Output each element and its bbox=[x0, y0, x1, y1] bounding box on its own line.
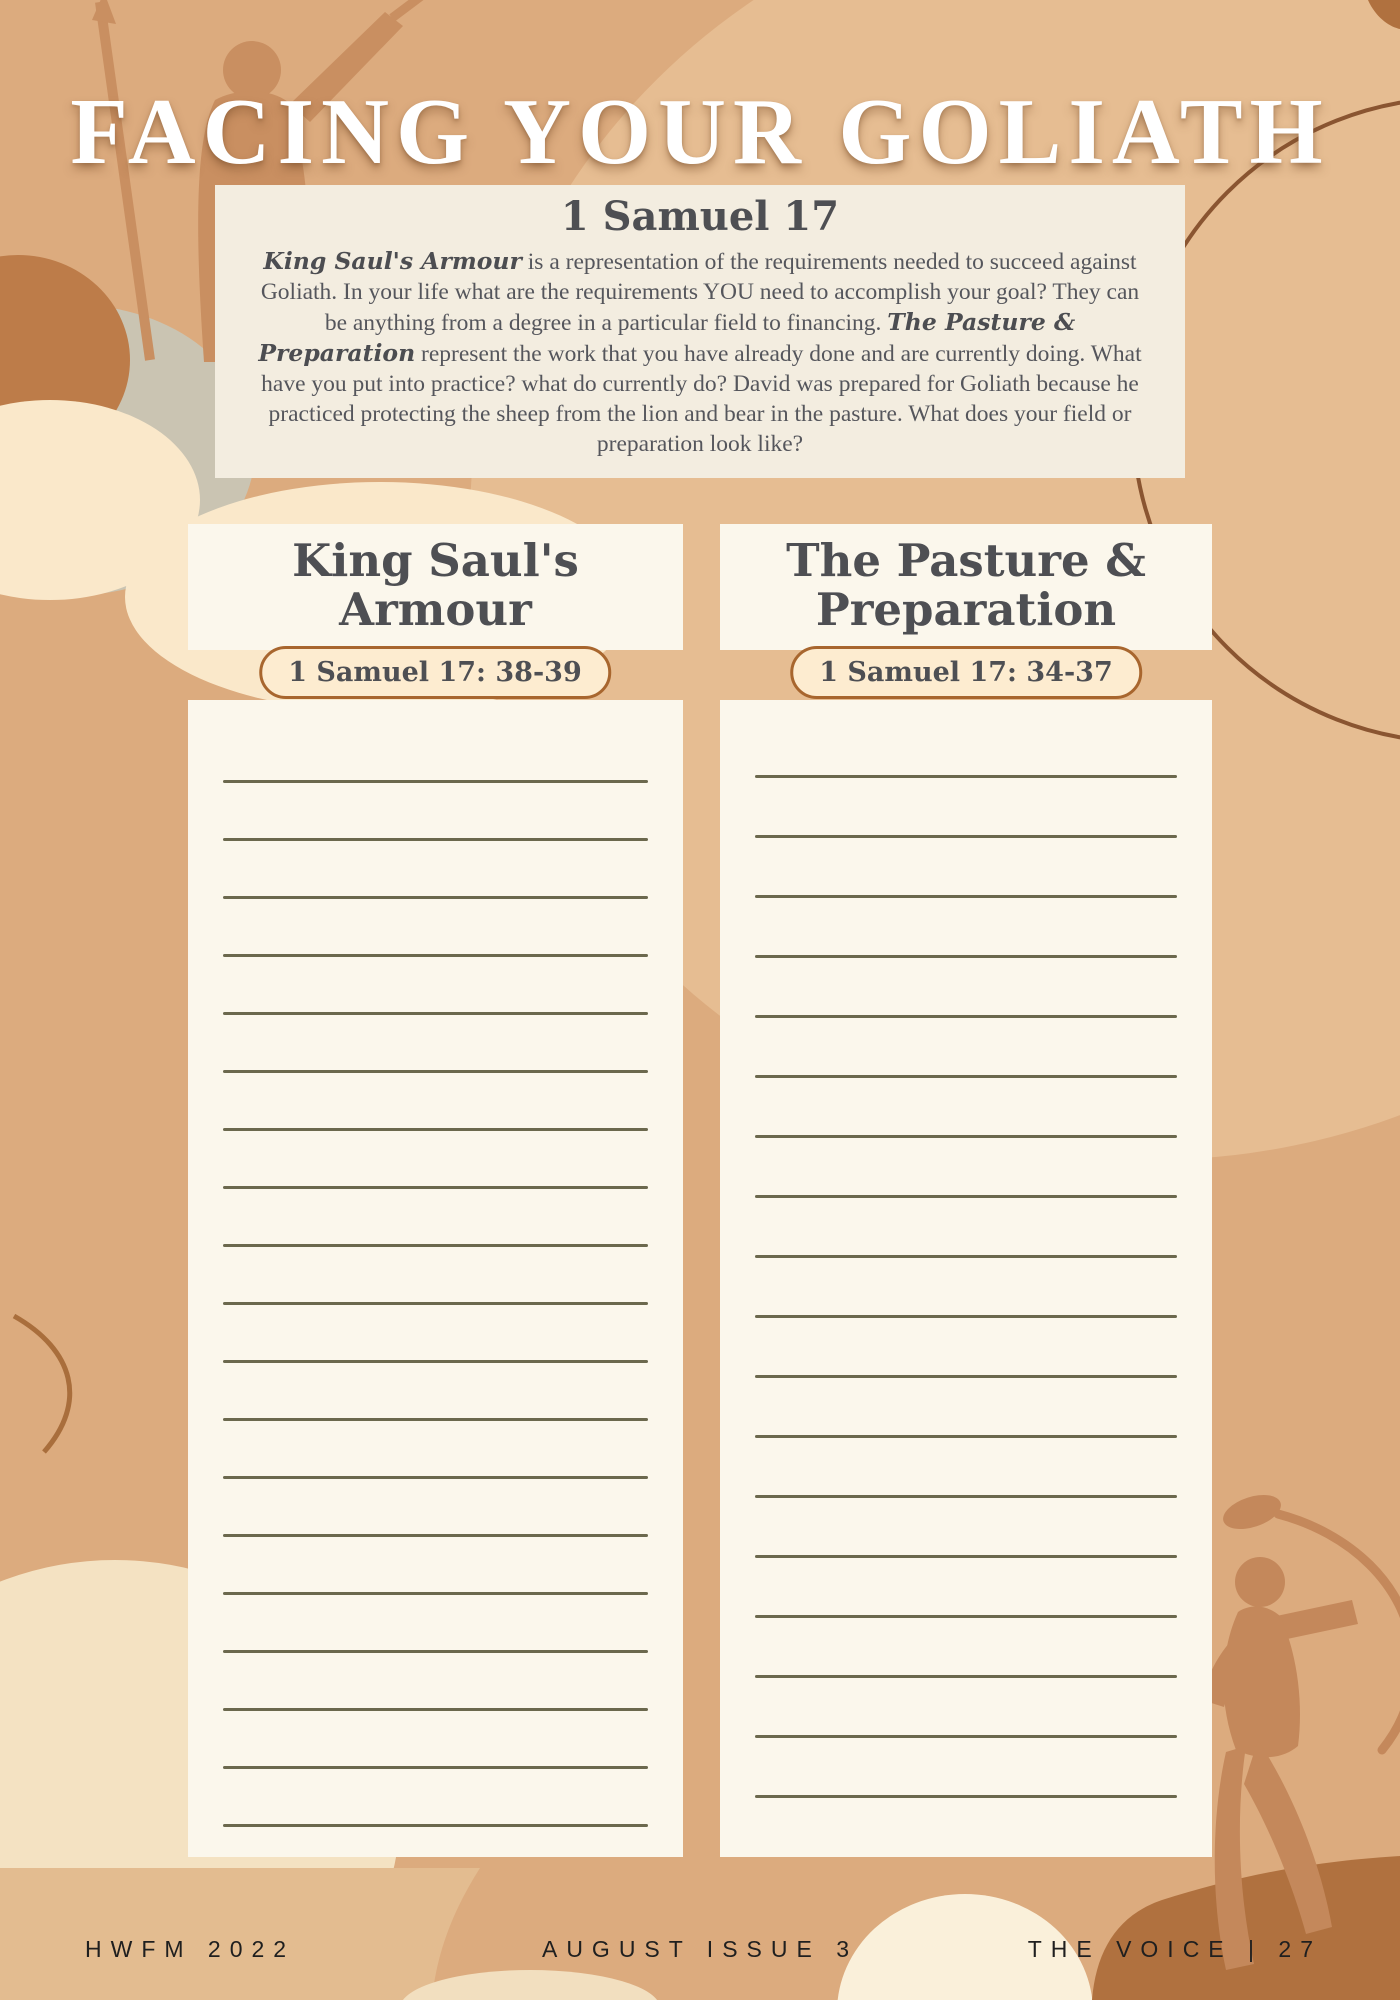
ruled-line bbox=[755, 835, 1177, 838]
right-writing-area bbox=[720, 700, 1212, 1857]
ruled-line bbox=[223, 1766, 648, 1769]
david-head bbox=[1235, 1557, 1285, 1607]
footer-brand: HWFM 2022 bbox=[85, 1936, 296, 1962]
ruled-line bbox=[755, 1435, 1177, 1438]
ruled-line bbox=[755, 1195, 1177, 1198]
ruled-line bbox=[755, 1315, 1177, 1318]
ruled-line bbox=[755, 1555, 1177, 1558]
intro-heading: 1 Samuel 17 bbox=[560, 193, 840, 240]
ruled-line bbox=[223, 1012, 648, 1015]
page-title: FACING YOUR GOLIATH bbox=[70, 80, 1330, 184]
left-column-header bbox=[188, 524, 683, 650]
ruled-line bbox=[223, 780, 648, 783]
ruled-line bbox=[755, 1615, 1177, 1618]
ruled-line bbox=[223, 1186, 648, 1189]
ruled-line bbox=[223, 1360, 648, 1363]
curve-accent bbox=[14, 1316, 70, 1452]
ruled-line bbox=[223, 954, 648, 957]
ruled-line bbox=[223, 1708, 648, 1711]
ruled-line bbox=[755, 1015, 1177, 1018]
ruled-line bbox=[755, 1675, 1177, 1678]
footer bbox=[0, 1936, 1400, 1976]
ruled-line bbox=[223, 1650, 648, 1653]
right-verse-badge: 1 Samuel 17: 34-37 bbox=[790, 646, 1142, 699]
ruled-line bbox=[755, 895, 1177, 898]
ruled-line bbox=[755, 1135, 1177, 1138]
ruled-line bbox=[223, 1128, 648, 1131]
ruled-line bbox=[755, 1375, 1177, 1378]
ruled-line bbox=[223, 838, 648, 841]
ruled-line bbox=[755, 775, 1177, 778]
ruled-line bbox=[223, 1418, 648, 1421]
left-writing-area bbox=[188, 700, 683, 1857]
ruled-line bbox=[223, 896, 648, 899]
ruled-line bbox=[755, 1795, 1177, 1798]
ruled-line bbox=[755, 1735, 1177, 1738]
ruled-line bbox=[223, 1070, 648, 1073]
intro-card bbox=[215, 185, 1185, 478]
right-column-title-line1: The Pasture & bbox=[786, 534, 1146, 587]
ruled-line bbox=[223, 1824, 648, 1827]
ruled-line bbox=[223, 1534, 648, 1537]
right-column-title-line2: Preparation bbox=[815, 583, 1117, 636]
ruled-line bbox=[223, 1302, 648, 1305]
left-column-title-line2: Armour bbox=[339, 583, 532, 636]
left-verse-badge: 1 Samuel 17: 38-39 bbox=[259, 646, 611, 699]
intro-paragraph: King Saul's Armour is a representation of the requirements needed to succeed against Goliath. In your life what are the requirements YOU need to accomplish your goal? They can be anything from a degree in a particular field to financing. The Pasture & Preparation represent the work that you have already done and are currently doing. What have you put into practice? what do currently do? David was prepared for Goliath because he practiced protecting the sheep from the lion and bear in the pasture. What does your field or preparation look like? bbox=[258, 247, 1142, 457]
ruled-line bbox=[223, 1476, 648, 1479]
ruled-line bbox=[755, 1495, 1177, 1498]
ruled-line bbox=[223, 1592, 648, 1595]
ruled-line bbox=[755, 955, 1177, 958]
footer-page-number: THE VOICE | 27 bbox=[1027, 1936, 1322, 1962]
sword-icon bbox=[392, 0, 432, 18]
right-column-header bbox=[720, 524, 1212, 650]
footer-light-shape bbox=[0, 1868, 480, 2000]
ruled-line bbox=[223, 1244, 648, 1247]
left-column-title-line1: King Saul's bbox=[292, 534, 579, 587]
ruled-line bbox=[755, 1255, 1177, 1258]
footer-issue: AUGUST ISSUE 3 bbox=[541, 1936, 859, 1962]
ruled-line bbox=[755, 1075, 1177, 1078]
